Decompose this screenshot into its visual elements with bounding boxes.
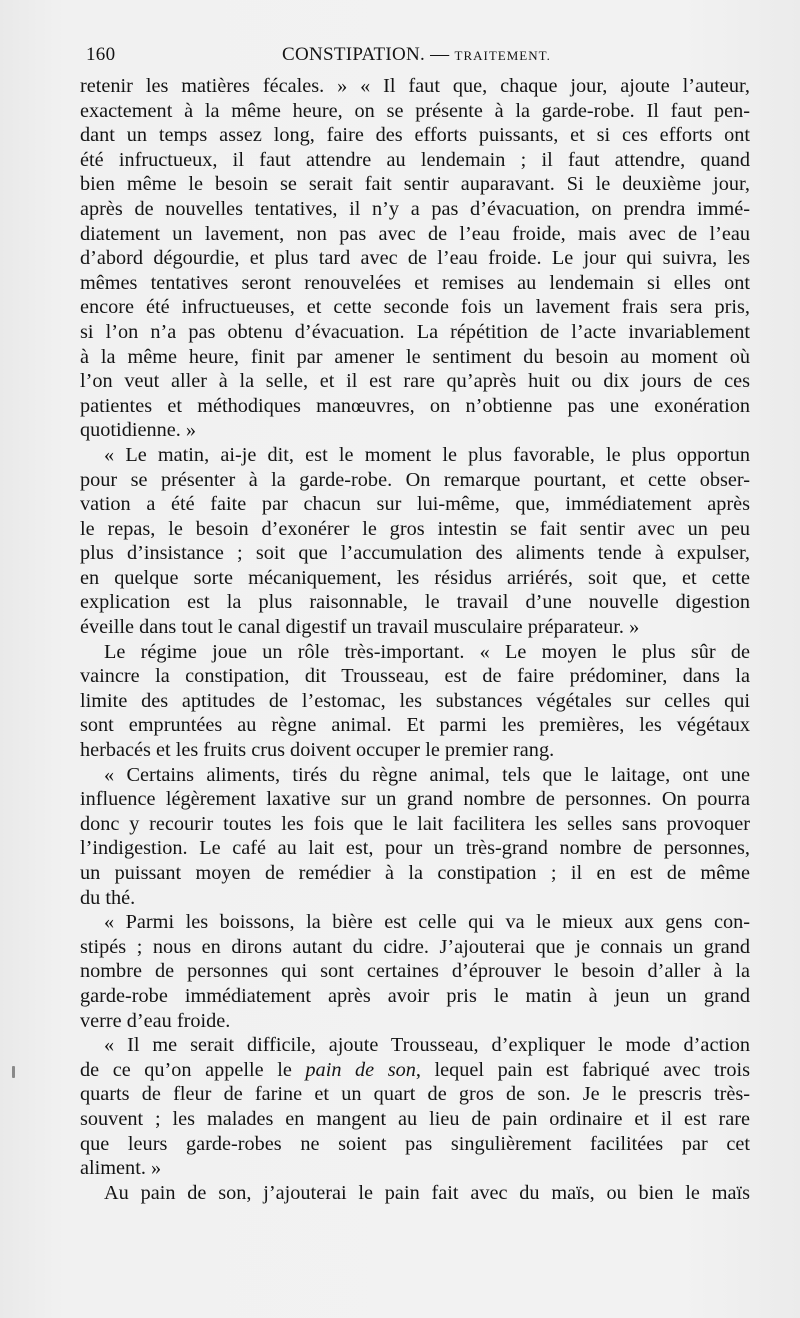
- text-line: l’indigestion. Le café au lait est, pour un très-grand nombre de personnes,: [80, 837, 750, 860]
- text-line: pour se présenter à la garde-robe. On remarque pourtant, et cette obser-: [80, 468, 750, 491]
- text-line: d’abord dégourdie, et plus tard avec de l’eau froide. Le jour qui suivra, les: [80, 247, 750, 270]
- body-text: [80, 74, 750, 1205]
- text-line: un puissant moyen de remédier à la constipation ; il en est de même: [80, 862, 750, 884]
- text-line: été infructueux, il faut attendre au lendemain ; il faut attendre, quand: [80, 148, 750, 171]
- text-line: de ce qu’on appelle le pain de son, lequel pain est fabriqué avec trois: [80, 1058, 750, 1081]
- text-line: du thé.: [80, 886, 136, 909]
- text-line: « Certains aliments, tirés du règne animal, tels que le laitage, ont une: [104, 763, 750, 786]
- text-line: encore été infructueuses, et cette seconde fois un lavement frais sera pris,: [80, 296, 750, 319]
- margin-mark: [12, 1066, 15, 1078]
- text-line: aliment. »: [80, 1157, 162, 1180]
- text-line: vation a été faite par chacun sur lui-même, que, immédiatement après: [80, 493, 750, 516]
- text-line: « Il me serait difficile, ajoute Trousseau, d’expliquer le mode d’action: [104, 1034, 750, 1057]
- text-line: quotidienne. »: [80, 419, 197, 442]
- text-line: explication est la plus raisonnable, le travail d’une nouvelle digestion: [80, 591, 750, 614]
- text-line: mêmes tentatives seront renouvelées et remises au lendemain si elles ont: [80, 271, 750, 294]
- text-line: patientes et méthodiques manœuvres, on n’obtienne pas une exonération: [80, 394, 750, 417]
- text-line: vaincre la constipation, dit Trousseau, est de faire prédominer, dans la: [80, 665, 750, 688]
- text-line: après de nouvelles tentatives, il n’y a pas d’évacuation, on prendra immé-: [80, 197, 750, 220]
- text-line: stipés ; nous en dirons autant du cidre. J’ajouterai que je connais un grand: [80, 935, 750, 958]
- text-line: limite des aptitudes de l’estomac, les substances végétales sur celles qui: [80, 689, 750, 712]
- text-line: garde-robe immédiatement après avoir pris le matin à jeun un grand: [80, 984, 750, 1007]
- text-line: souvent ; les malades en mangent au lieu de pain ordinaire et il est rare: [80, 1107, 750, 1130]
- text-line: si l’on n’a pas obtenu d’évacuation. La répétition de l’acte invariablement: [80, 320, 750, 343]
- text-line: retenir les matières fécales. » « Il faut que, chaque jour, ajoute l’auteur,: [80, 75, 750, 97]
- running-title-sub: TRAITEMENT.: [454, 48, 551, 63]
- text-line: plus d’insistance ; soit que l’accumulation des aliments tende à expulser,: [80, 542, 750, 565]
- text-line: donc y recourir toutes les fois que le lait facilitera les selles sans provoquer: [80, 812, 750, 835]
- text-line: que leurs garde-robes ne soient pas singulièrement facilitées par cet: [80, 1132, 750, 1155]
- text-line: Le régime joue un rôle très-important. « Le moyen le plus sûr de: [104, 640, 750, 663]
- text-line: verre d’eau froide.: [80, 1009, 231, 1032]
- text-line: dant un temps assez long, faire des efforts puissants, et si ces efforts ont: [80, 124, 750, 147]
- text-line: le repas, le besoin d’exonérer le gros intestin se fait sentir avec un peu: [80, 517, 750, 540]
- text-line: influence légèrement laxative sur un grand nombre de personnes. On pourra: [80, 788, 750, 811]
- running-header: [86, 44, 750, 74]
- running-title: [282, 44, 551, 66]
- text-line: éveille dans tout le canal digestif un travail musculaire préparateur. »: [80, 616, 640, 639]
- text-line: herbacés et les fruits crus doivent occuper le premier rang.: [80, 739, 555, 762]
- text-line: quarts de fleur de farine et un quart de gros de son. Je le prescris très-: [80, 1083, 750, 1106]
- text-line: à la même heure, finit par amener le sentiment du besoin au moment où: [80, 345, 750, 368]
- text-line: « Le matin, ai-je dit, est le moment le plus favorable, le plus opportun: [104, 443, 750, 466]
- text-line: Au pain de son, j’ajouterai le pain fait avec du maïs, ou bien le maïs: [104, 1181, 750, 1204]
- page-number: 160: [86, 44, 116, 65]
- text-line: sont empruntées au règne animal. Et parmi les premières, les végétaux: [80, 714, 750, 737]
- text-line: en quelque sorte mécaniquement, les résidus arriérés, soit que, et cette: [80, 566, 750, 589]
- text-line: « Parmi les boissons, la bière est celle qui va le mieux aux gens con-: [104, 911, 750, 934]
- text-line: nombre de personnes qui sont certaines d’éprouver le besoin d’aller à la: [80, 960, 750, 983]
- italic-term: pain de son: [305, 1058, 416, 1081]
- text-line: l’on veut aller à la selle, et il est rare qu’après huit ou dix jours de ces: [80, 370, 750, 393]
- text-line: bien même le besoin se serait fait sentir auparavant. Si le deuxième jour,: [80, 173, 750, 196]
- text-line: exactement à la même heure, on se présente à la garde-robe. Il faut pen-: [80, 99, 750, 122]
- running-title-main: CONSTIPATION. —: [282, 44, 450, 65]
- text-line: diatement un lavement, non pas avec de l’eau froide, mais avec de l’eau: [80, 222, 750, 245]
